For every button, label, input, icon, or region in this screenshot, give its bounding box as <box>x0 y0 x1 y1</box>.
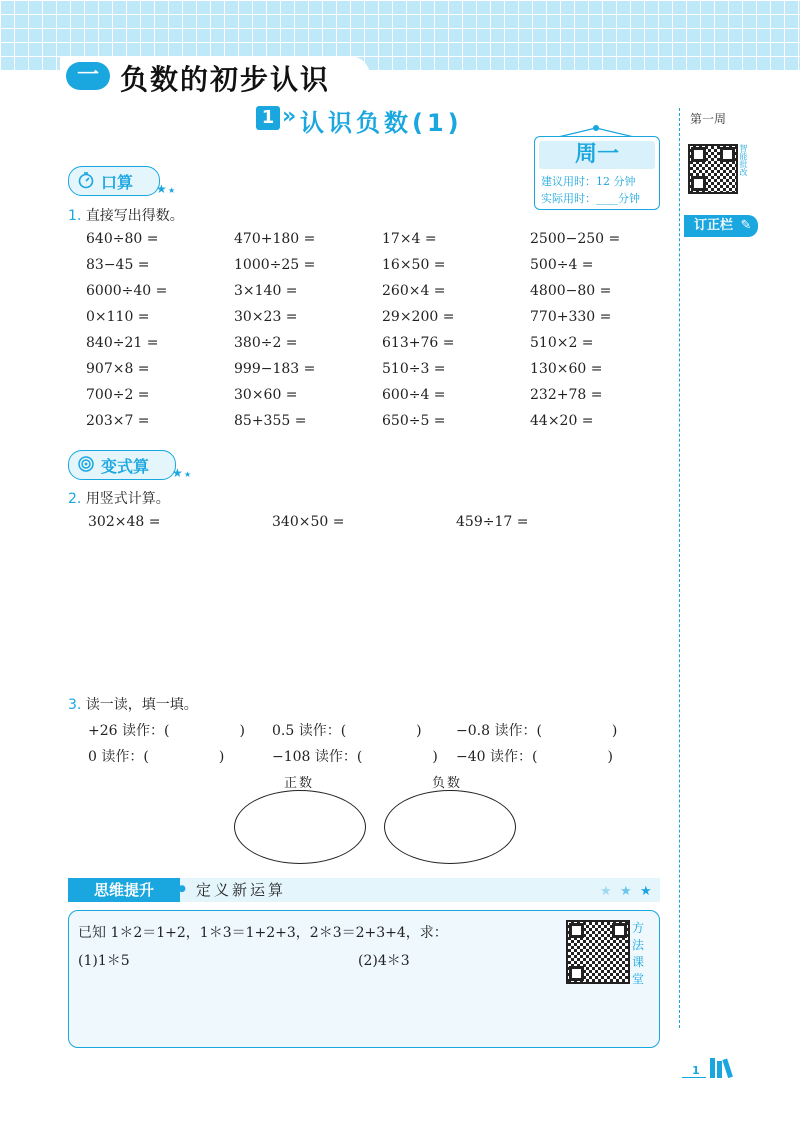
question-number: 1. <box>68 208 82 224</box>
mental-arithmetic-item: 0×110 = <box>86 309 150 325</box>
mental-arithmetic-item: 907×8 = <box>86 361 150 377</box>
correction-tab-label: 订正栏 <box>694 218 734 233</box>
mental-arithmetic-item: 3×140 = <box>234 283 298 299</box>
question-2-title <box>68 488 170 508</box>
mental-arithmetic-item: 83−45 = <box>86 257 150 273</box>
negative-set-label: 负数 <box>432 776 463 791</box>
pencil-icon: ✎ <box>740 218 752 233</box>
question-3-title <box>68 694 198 714</box>
reading-blank[interactable]: 0 读作：( ) <box>88 749 225 765</box>
double-chevron-icon: » <box>282 104 297 129</box>
mental-arithmetic-item: 16×50 = <box>382 257 446 273</box>
mental-arithmetic-item: 260×4 = <box>382 283 446 299</box>
method-class-label: 方法课堂 <box>631 921 644 986</box>
dot-icon: ● <box>178 884 186 894</box>
mental-arithmetic-item: 613+76 = <box>382 335 455 351</box>
unit-title: 负数的初步认识 <box>120 63 331 96</box>
question-text: 读一读，填一填。 <box>85 697 198 713</box>
section-title: 变式算 <box>101 457 150 476</box>
question-text: 直接写出得数。 <box>85 208 184 224</box>
day-label: 周一 <box>539 141 655 169</box>
reading-blank[interactable]: −40 读作：( ) <box>456 749 613 765</box>
mental-arithmetic-item: 380÷2 = <box>234 335 298 351</box>
mental-arithmetic-item: 29×200 = <box>382 309 455 325</box>
smart-grading-qr-code[interactable] <box>688 144 738 194</box>
mental-arithmetic-item: 770+330 = <box>530 309 612 325</box>
reading-blank[interactable]: 0.5 读作：( ) <box>272 723 422 739</box>
positive-set-ellipse[interactable] <box>234 790 366 864</box>
mental-arithmetic-item: 600÷4 = <box>382 387 446 403</box>
star-icon: ★ <box>620 884 632 899</box>
reading-blank[interactable]: +26 读作：( ) <box>88 723 245 739</box>
mental-arithmetic-item: 470+180 = <box>234 231 316 247</box>
mental-arithmetic-item: 30×23 = <box>234 309 298 325</box>
think-part-1: (1)1＊5 <box>78 953 130 969</box>
mental-arithmetic-item: 30×60 = <box>234 387 298 403</box>
mental-arithmetic-item: 17×4 = <box>382 231 437 247</box>
think-part-2: (2)4＊3 <box>358 953 410 969</box>
positive-set-label: 正数 <box>284 776 315 791</box>
suggested-time: 建议用时：12 分钟 <box>541 175 636 188</box>
vertical-calc-item: 459÷17 = <box>456 514 529 530</box>
page-number-rule <box>682 1077 706 1078</box>
correction-tab[interactable] <box>684 215 758 237</box>
section-mental-arithmetic <box>68 166 160 196</box>
mental-arithmetic-item: 4800−80 = <box>530 283 612 299</box>
mental-arithmetic-item: 6000÷40 = <box>86 283 168 299</box>
qr-caption: 智能批改 <box>739 144 748 176</box>
section-title: 口算 <box>101 173 134 192</box>
mental-arithmetic-item: 650÷5 = <box>382 413 446 429</box>
mental-arithmetic-item: 999−183 = <box>234 361 316 377</box>
question-number: 2. <box>68 491 82 507</box>
think-section-tag: 思维提升 <box>68 878 180 902</box>
unit-number-badge: 一 <box>66 62 110 90</box>
vertical-calc-item: 302×48 = <box>88 514 161 530</box>
think-subtitle: 定义新运算 <box>196 881 287 899</box>
star-icon: ★ <box>168 186 176 195</box>
question-text: 用竖式计算。 <box>85 491 170 507</box>
section-variant-calculation <box>68 450 176 480</box>
reading-blank[interactable]: −0.8 读作：( ) <box>456 723 618 739</box>
sidebar-divider <box>679 108 680 1028</box>
vertical-calc-item: 340×50 = <box>272 514 345 530</box>
mental-arithmetic-item: 85+355 = <box>234 413 307 429</box>
method-class-qr-code[interactable] <box>566 920 630 984</box>
stopwatch-icon <box>77 171 95 189</box>
mental-arithmetic-item: 130×60 = <box>530 361 603 377</box>
question-1-title <box>68 205 184 225</box>
mental-arithmetic-item: 640÷80 = <box>86 231 159 247</box>
mental-arithmetic-item: 1000÷25 = <box>234 257 316 273</box>
lesson-number-badge: 1 <box>256 106 280 130</box>
star-icon: ★ <box>640 884 652 899</box>
mental-arithmetic-item: 500÷4 = <box>530 257 594 273</box>
books-icon <box>708 1056 738 1078</box>
actual-time: 实际用时：____分钟 <box>541 192 640 205</box>
mental-arithmetic-item: 203×7 = <box>86 413 150 429</box>
mental-arithmetic-item: 44×20 = <box>530 413 594 429</box>
mental-arithmetic-item: 2500−250 = <box>530 231 621 247</box>
mental-arithmetic-item: 700÷2 = <box>86 387 150 403</box>
mental-arithmetic-item: 232+78 = <box>530 387 603 403</box>
target-icon <box>77 455 95 473</box>
mental-arithmetic-item: 510×2 = <box>530 335 594 351</box>
star-icon: ★ <box>184 470 192 479</box>
page-number: 1 <box>692 1064 700 1077</box>
day-card <box>534 136 660 210</box>
mental-arithmetic-item: 840÷21 = <box>86 335 159 351</box>
mental-arithmetic-item: 510÷3 = <box>382 361 446 377</box>
question-number: 3. <box>68 697 82 713</box>
star-icon: ★ <box>156 182 167 196</box>
star-icon: ★ <box>172 466 183 480</box>
reading-blank[interactable]: −108 读作：( ) <box>272 749 438 765</box>
negative-set-ellipse[interactable] <box>384 790 516 864</box>
think-problem-stem: 已知 1＊2＝1+2，1＊3＝1+2+3，2＊3＝2+3+4，求： <box>78 925 448 941</box>
week-label: 第一周 <box>690 112 727 126</box>
star-icon: ★ <box>600 884 612 899</box>
lesson-title: 认识负数(1) <box>300 109 463 137</box>
